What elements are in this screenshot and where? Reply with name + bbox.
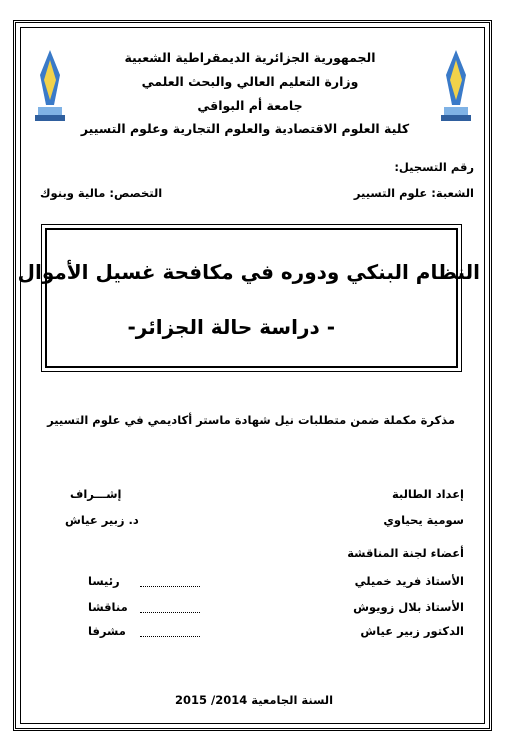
university-logo-left [30,45,70,125]
header-ministry: وزارة التعليم العالي والبحث العلمي [141,74,359,89]
specialty-label: التخصص: مالية وبنوك [40,186,163,200]
memo-description: مذكرة مكملة ضمن متطلبات نيل شهادة ماستر أكاديمي في علوم التسيير [47,413,455,427]
registration-label: رقم التسجيل: [394,160,474,174]
thesis-subtitle: - دراسة حالة الجزائر- [127,315,335,339]
committee-label: أعضاء لجنة المناقشة [347,546,464,560]
committee-member-name: الأستاذ بلال زويوش [353,600,464,614]
committee-member-role: مشرفا [88,624,126,638]
supervision-label: إشـــراف [70,487,122,501]
committee-member-name: الدكتور زبير عياش [360,624,464,638]
dotted-leader [140,600,200,613]
thesis-title: النظام البنكي ودوره في مكافحة غسيل الأموال [17,260,480,284]
dotted-leader [140,574,200,587]
committee-member-name: الأستاذ فريد خميلي [354,574,464,588]
student-name: سومية يحياوي [383,513,464,527]
header-faculty: كلية العلوم الاقتصادية والعلوم التجارية وعلوم التسيير [80,121,410,136]
supervisor-name: د. زبير عياش [65,513,139,527]
header-university: جامعة أم البواقي [197,98,303,113]
dotted-leader [140,624,200,637]
committee-member-role: رئيسا [88,574,120,588]
header-republic: الجمهورية الجزائرية الديمقراطية الشعبية [124,50,376,65]
prepared-by-label: إعداد الطالبة [391,487,464,501]
university-logo-right [436,45,476,125]
committee-member-role: مناقشا [88,600,128,614]
academic-year: السنة الجامعية 2014/ 2015 [175,693,334,707]
branch-label: الشعبة: علوم التسيير [353,186,474,200]
title-box [45,228,458,368]
